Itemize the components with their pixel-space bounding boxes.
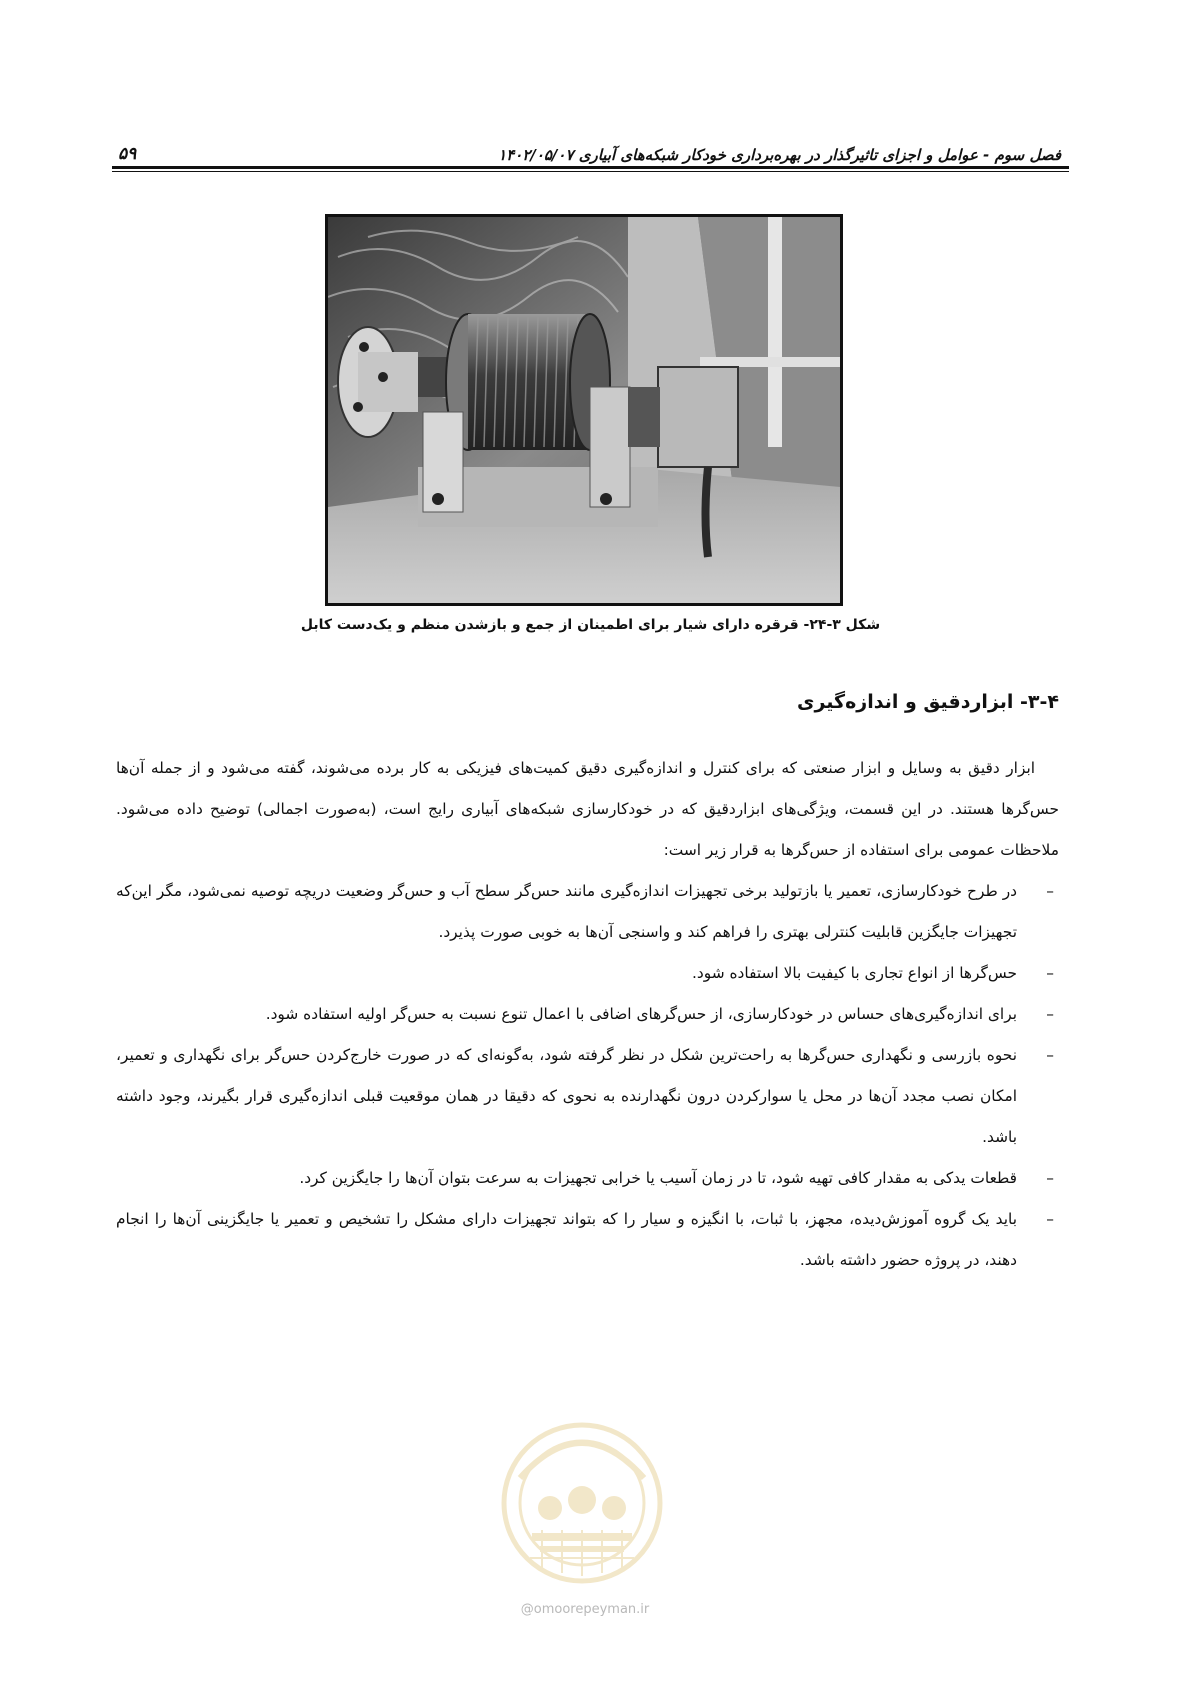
list-item-text: برای اندازه‌گیری‌های حساس در خودکارسازی، از حس‌گرهای اضافی با اعمال تنوع نسبت به حس‌گر اولیه استفاده شود. xyxy=(265,1005,1017,1023)
list-item-text: در طرح خودکارسازی، تعمیر یا بازتولید برخی تجهیزات اندازه‌گیری مانند حس‌گر سطح آب و حس‌گر وضعیت دریچه توصیه نمی‌شود، مگر این‌که تجهیزات جایگزین قابلیت کنترلی بهتری را فراهم کند و واسنجی آن‌ها به خوبی صورت پذیرد. xyxy=(116,882,1017,941)
section-heading: ۳-۴- ابزاردقیق و اندازه‌گیری xyxy=(797,691,1059,713)
considerations-list xyxy=(116,871,1059,1281)
bullet-dash: – xyxy=(1046,1005,1054,1023)
header-title: فصل سوم - عوامل و اجزای تاثیرگذار در بهره‌برداری خودکار شبکه‌های آبیاری ۱۴۰۲/۰۵/۰۷ xyxy=(498,146,1061,164)
page-number: ۵۹ xyxy=(118,144,137,164)
header-rule xyxy=(112,166,1069,169)
list-item-text: نحوه بازرسی و نگهداری حس‌گرها به راحت‌ترین شکل در نظر گرفته شود، به‌گونه‌ای که در صورت خارج‌کردن حس‌گر برای نگهداری و تعمیر، امکان نصب مجدد آن‌ها در محل یا سوارکردن درون نگهدارنده به نحوی که دقیقا در همان موقعیت قبلی اندازه‌گیری قرار بگیرند، وجود داشته باشد. xyxy=(116,1046,1017,1146)
bullet-dash: – xyxy=(1046,1169,1054,1187)
running-header xyxy=(118,128,1061,164)
figure-caption: شکل ۳-۲۴- قرقره دارای شیار برای اطمینان از جمع و بازشدن منظم و یک‌دست کابل xyxy=(300,617,881,633)
bullet-dash: – xyxy=(1046,1046,1054,1064)
bullet-dash: – xyxy=(1046,964,1054,982)
list-item-text: باید یک گروه آموزش‌دیده، مجهز، با ثبات، با انگیزه و سیار را که بتواند تجهیزات دارای مشکل را تشخیص و تعمیر یا جایگزینی آن‌ها را انجام دهند، در پروژه حضور داشته باشد. xyxy=(116,1210,1017,1269)
figure-photo xyxy=(325,214,843,606)
header-rule-thin xyxy=(112,171,1069,172)
list-item xyxy=(116,871,1059,953)
list-item xyxy=(116,953,1059,994)
list-item xyxy=(116,1158,1059,1199)
list-item-text: حس‌گرها از انواع تجاری با کیفیت بالا استفاده شود. xyxy=(692,964,1017,982)
intro-paragraph: ابزار دقیق به وسایل و ابزار صنعتی که برای کنترل و اندازه‌گیری دقیق کمیت‌های فیزیکی به کار برده می‌شوند، گفته می‌شود و از جمله آن‌ها حس‌گرها هستند. در این قسمت، ویژگی‌های ابزاردقیق که در خودکارسازی شبکه‌های آبیاری رایج است، (به‌صورت اجمالی) توضیح داده می‌شود. ملاحظات عمومی برای استفاده از حس‌گرها به قرار زیر است: xyxy=(116,759,1059,859)
list-item-text: قطعات یدکی به مقدار کافی تهیه شود، تا در زمان آسیب یا خرابی تجهیزات به سرعت بتوان آن‌ها را جایگزین کرد. xyxy=(299,1169,1017,1187)
bullet-dash: – xyxy=(1046,1210,1054,1228)
bullet-dash: – xyxy=(1046,882,1054,900)
body-text xyxy=(116,748,1059,1281)
list-item xyxy=(116,1199,1059,1281)
list-item xyxy=(116,994,1059,1035)
watermark-text: @omoorepeyman.ir xyxy=(520,1602,650,1617)
watermark-logo-icon xyxy=(490,1408,675,1588)
cable-drum-photo xyxy=(328,217,840,603)
list-item xyxy=(116,1035,1059,1158)
